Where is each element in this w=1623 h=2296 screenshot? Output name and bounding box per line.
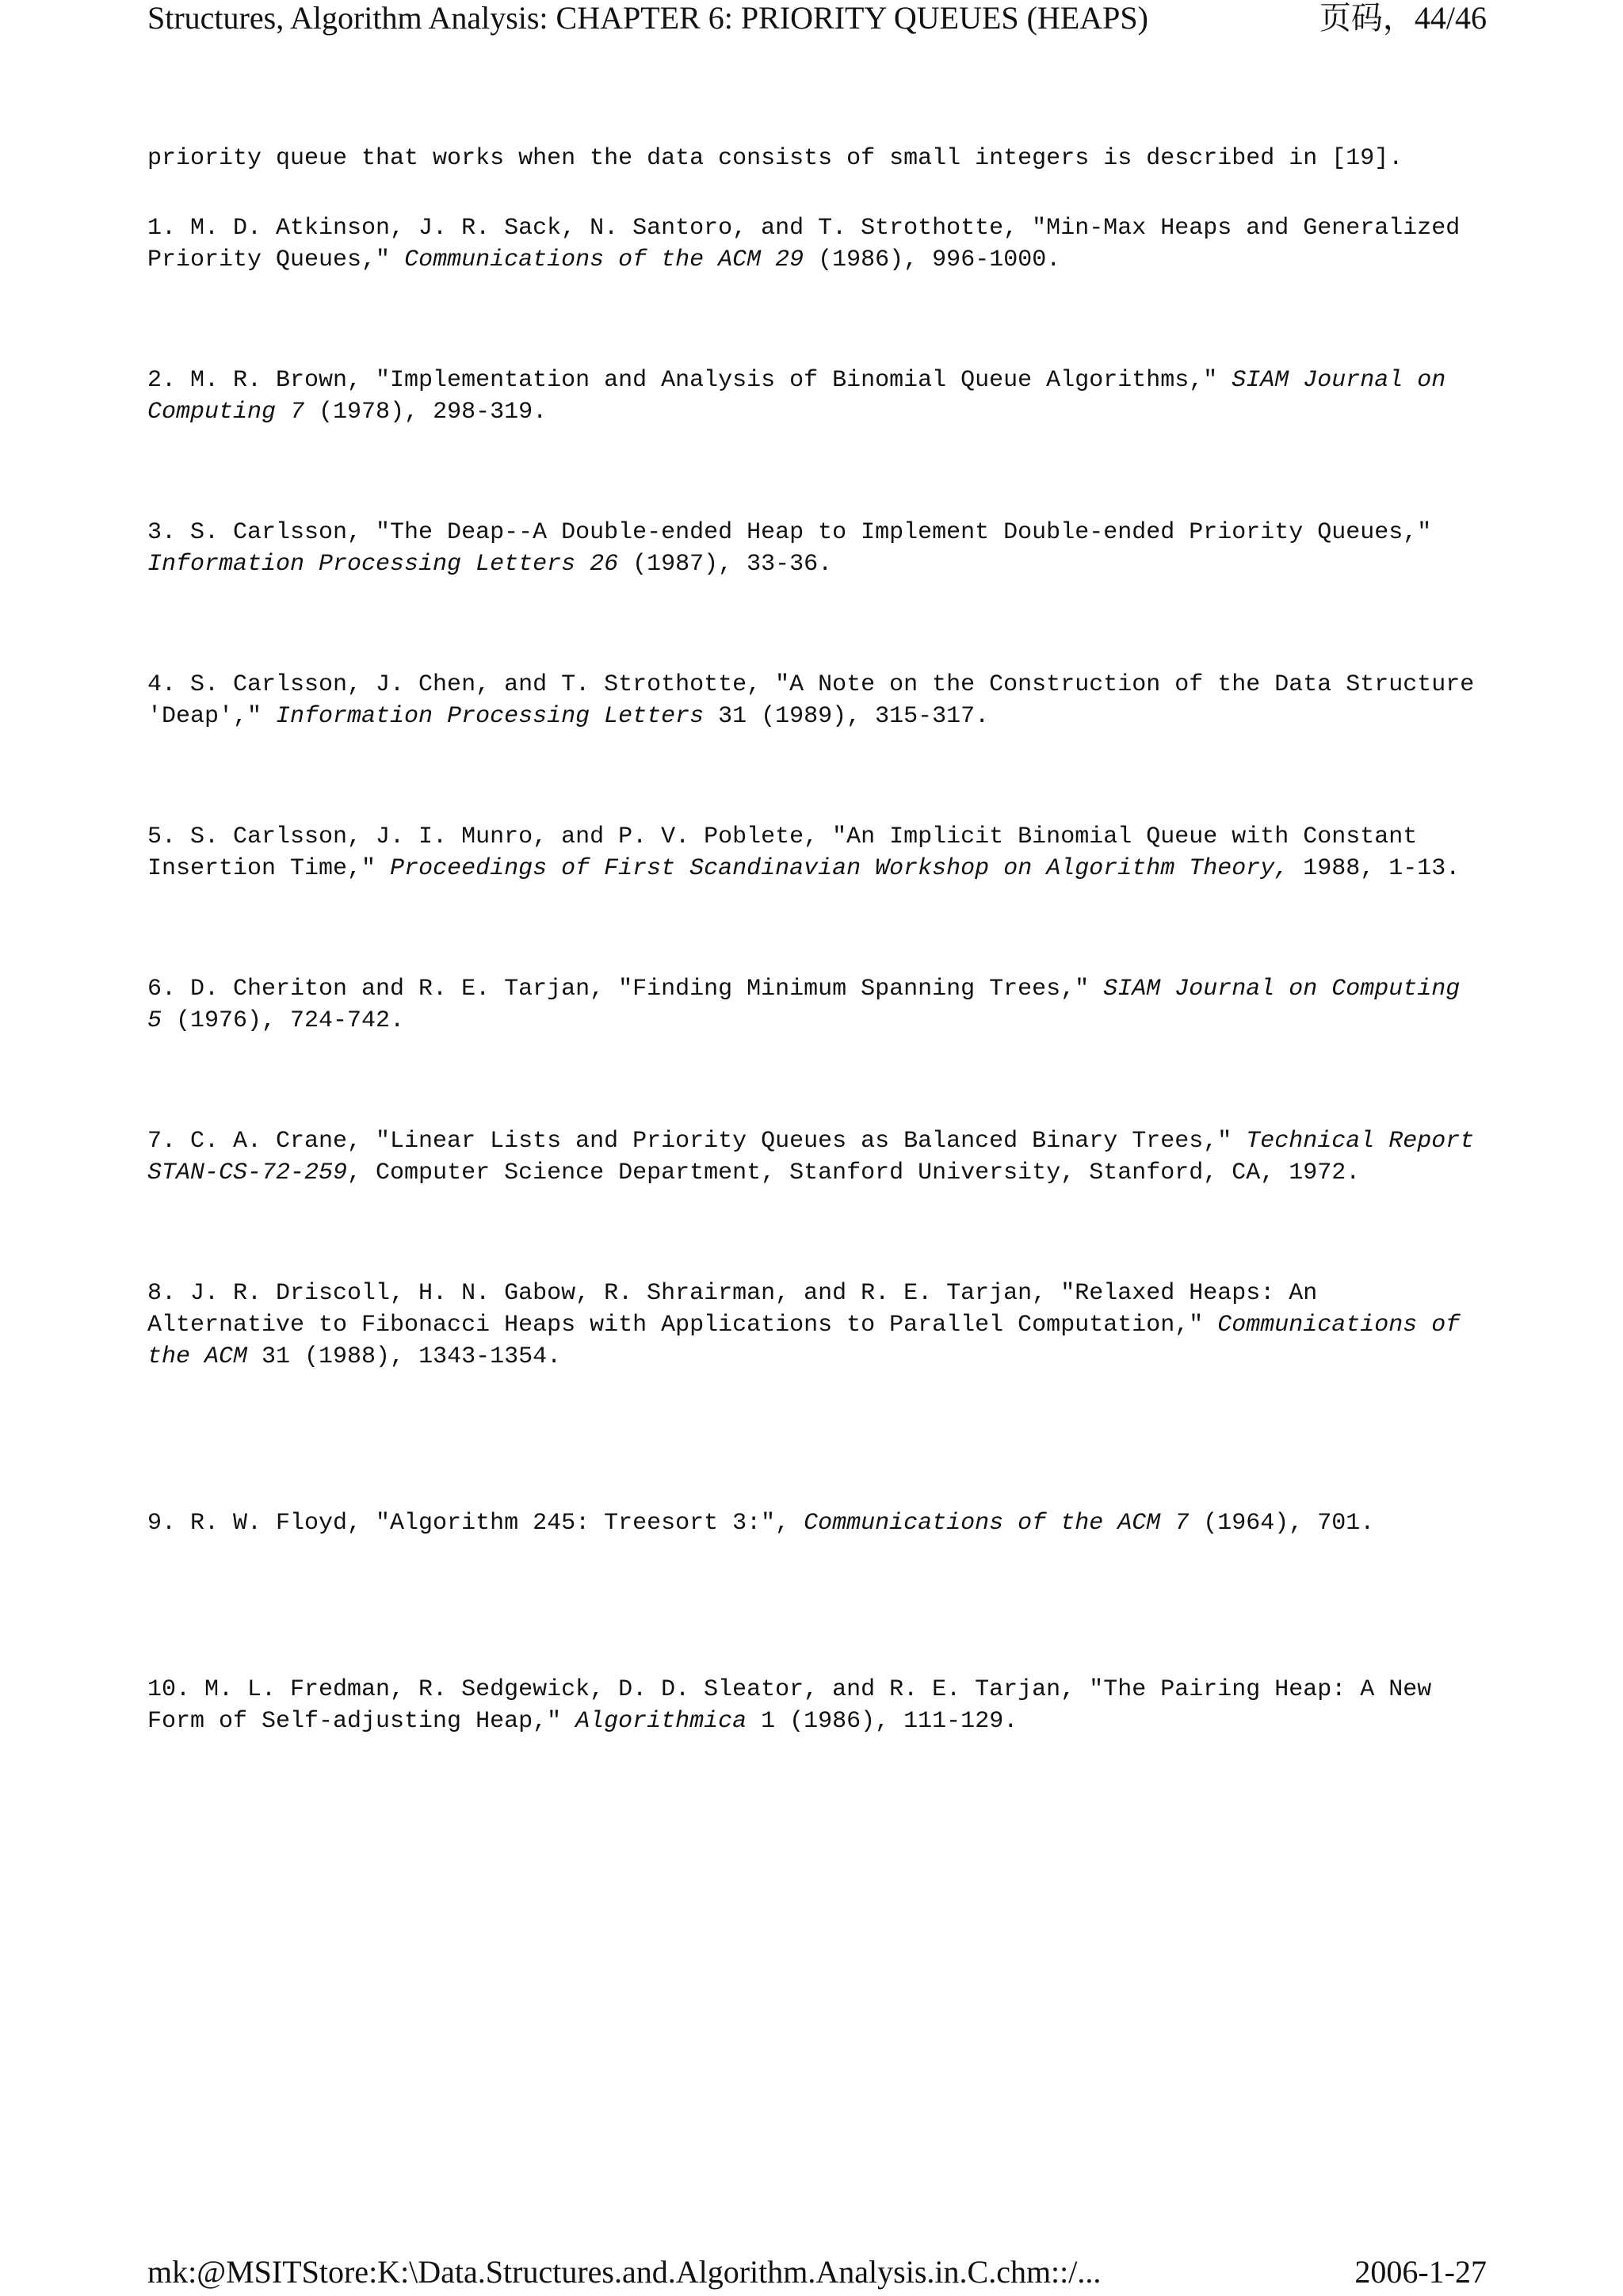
page-number: 页码，44/46 [1319,0,1487,36]
reference-text: 8. J. R. Driscoll, H. N. Gabow, R. Shrairman, and R. E. Tarjan, "Relaxed Heaps: An Alternative to Fibonacci Heaps with Applications to Parallel Computation," [147,1280,1318,1339]
document-title: Structures, Algorithm Analysis: CHAPTER 6: PRIORITY QUEUES (HEAPS) [147,0,1148,36]
reference-journal: Algorithmica [575,1708,747,1735]
print-date: 2006-1-27 [1354,2254,1487,2290]
reference-journal: Technical Report STAN-CS-72-259 [147,1128,1475,1186]
reference-item [147,669,1487,732]
reference-journal: Communications of the ACM 7 [804,1510,1190,1537]
reference-item [147,1125,1487,1189]
page-header [147,0,1487,41]
reference-text: 10. M. L. Fredman, R. Sedgewick, D. D. Sleator, and R. E. Tarjan, "The Pairing Heap: A New Form of Self-adjusting Heap," [147,1676,1432,1735]
reference-item [147,821,1487,884]
reference-journal: Communications of the ACM [147,1312,1461,1370]
reference-item [147,1507,1487,1539]
reference-item [147,973,1487,1037]
reference-details: (1964), 701. [1189,1510,1375,1537]
source-path: mk:@MSITStore:K:\Data.Structures.and.Algorithm.Analysis.in.C.chm::/... [147,2254,1102,2290]
reference-text: 7. C. A. Crane, "Linear Lists and Priority Queues as Balanced Binary Trees," [147,1128,1247,1155]
reference-journal: Proceedings of First Scandinavian Workshop on Algorithm Theory, [390,855,1289,882]
reference-journal: Information Processing Letters [276,703,705,730]
reference-details: 31 (1989), 315-317. [704,703,990,730]
reference-journal: Information Processing Letters 26 [147,551,619,578]
reference-details: (1976), 724-742. [162,1007,405,1034]
reference-list [147,212,1487,1737]
reference-text: 9. R. W. Floyd, "Algorithm 245: Treesort 3:", [147,1510,804,1537]
reference-details: 1988, 1-13. [1289,855,1461,882]
intro-paragraph: priority queue that works when the data consists of small integers is described in [19]. [147,145,1403,172]
reference-item [147,212,1487,276]
reference-details: (1978), 298-319. [304,399,548,426]
reference-details: , Computer Science Department, Stanford University, Stanford, CA, 1972. [347,1159,1361,1186]
reference-text: 2. M. R. Brown, "Implementation and Analysis of Binomial Queue Algorithms," [147,367,1232,394]
references-content [147,143,1487,1737]
reference-text: 4. S. Carlsson, J. Chen, and T. Strothotte, "A Note on the Construction of the Data Structure 'Deap'," [147,671,1475,730]
reference-item [147,1278,1487,1373]
reference-details: (1987), 33-36. [618,551,833,578]
reference-item [147,365,1487,428]
reference-journal: SIAM Journal on Computing 7 [147,367,1446,426]
reference-journal: SIAM Journal on Computing 5 [147,976,1461,1034]
reference-text: 3. S. Carlsson, "The Deap--A Double-ended Heap to Implement Double-ended Priority Queues," [147,519,1432,546]
page-footer [147,2254,1487,2294]
reference-item [147,1674,1487,1737]
reference-text: 1. M. D. Atkinson, J. R. Sack, N. Santoro, and T. Strothotte, "Min-Max Heaps and Generalized Priority Queues," [147,215,1461,273]
reference-item [147,517,1487,580]
reference-journal: Communications of the ACM 29 [404,246,804,273]
reference-text: 6. D. Cheriton and R. E. Tarjan, "Finding Minimum Spanning Trees," [147,976,1104,1003]
reference-details: (1986), 996-1000. [804,246,1061,273]
reference-text: 5. S. Carlsson, J. I. Munro, and P. V. Poblete, "An Implicit Binomial Queue with Constant Insertion Time," [147,823,1418,882]
reference-details: 1 (1986), 111-129. [747,1708,1018,1735]
reference-details: 31 (1988), 1343-1354. [247,1343,562,1370]
